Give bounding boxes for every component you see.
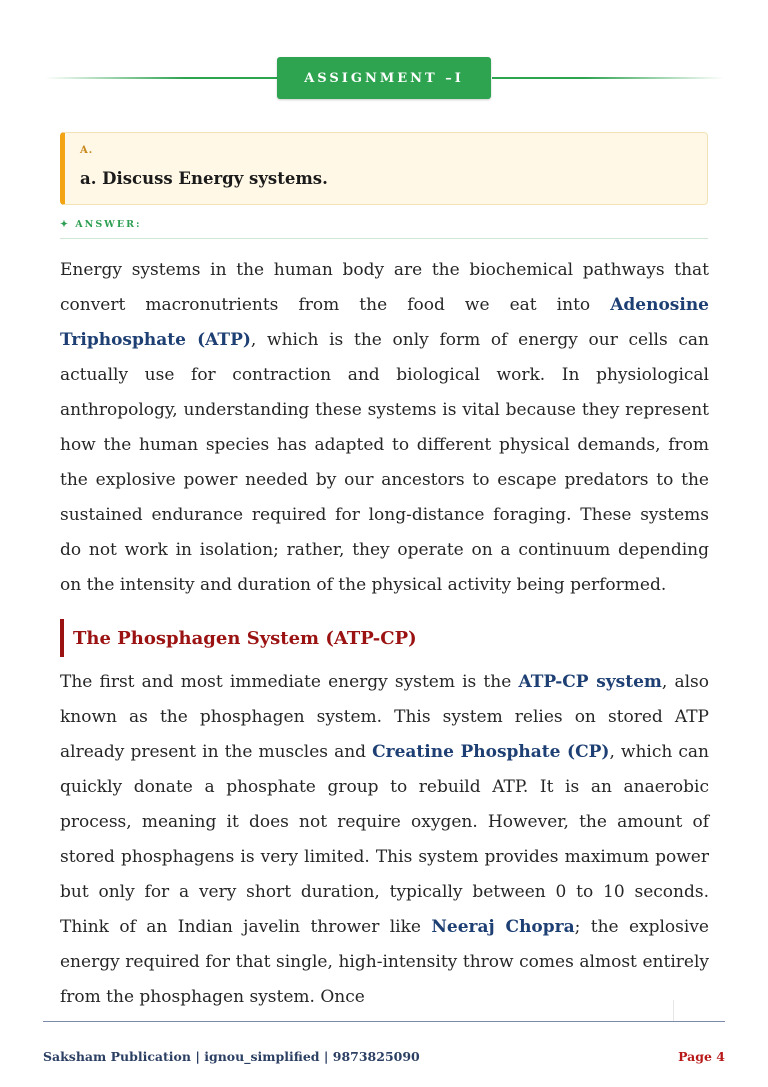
footer-tick-mark (673, 1000, 674, 1021)
question-letter: A. (80, 145, 94, 156)
text-run: , also known as the phosphagen system. This system relies on stored ATP already present in the muscles and (60, 672, 710, 762)
header-divider-left (45, 77, 277, 79)
section-heading: The Phosphagen System (ATP-CP) (60, 619, 417, 657)
highlight-term-atp-cp: ATP-CP system (518, 672, 662, 692)
footer-divider (43, 1021, 725, 1022)
text-run: ; the explosive energy required for that single, high-intensity throw comes almost entirely from the phosphagen system. Once (60, 917, 709, 1007)
answer-label: ✦ ANSWER: (60, 219, 142, 230)
page-number: Page 4 (678, 1049, 725, 1064)
text-run: , which can quickly donate a phosphate group to rebuild ATP. It is an anaerobic process, meaning it does not require oxygen. However, the amount of stored phosphagens is very limited. This system provides maximum power but only for a very short duration, typically between 0 to 10 seconds. Think of an Indian javelin thrower like (60, 742, 709, 937)
answer-divider (60, 238, 708, 239)
header-divider-right (492, 77, 724, 79)
text-run: , which is the only form of energy our cells can actually use for contraction and biological work. In physiological anthropology, understanding these systems is vital because they represent how the human species has adapted to different physical demands, from the explosive power needed by our ancestors to escape predators to the sustained endurance required for long-distance foraging. These systems do not work in isolation; rather, they operate on a continuum depending on the intensity and duration of the physical activity being performed. (60, 330, 710, 595)
answer-paragraph-phosphagen (60, 665, 709, 1015)
question-text: a. Discuss Energy systems. (80, 169, 328, 188)
assignment-badge: ASSIGNMENT –I (277, 57, 491, 99)
highlight-term-creatine-phosphate: Creatine Phosphate (CP) (372, 742, 610, 762)
text-run: The first and most immediate energy system is the (60, 672, 519, 692)
footer-publisher-info: Saksham Publication | ignou_simplified | 9873825090 (43, 1049, 420, 1064)
question-box (60, 132, 708, 205)
answer-paragraph-intro (60, 253, 709, 603)
highlight-term-neeraj-chopra: Neeraj Chopra (431, 917, 575, 937)
highlight-term-atp: Adenosine Triphosphate (ATP) (60, 295, 709, 350)
text-run: Energy systems in the human body are the biochemical pathways that convert macronutrients from the food we eat into (60, 260, 709, 315)
